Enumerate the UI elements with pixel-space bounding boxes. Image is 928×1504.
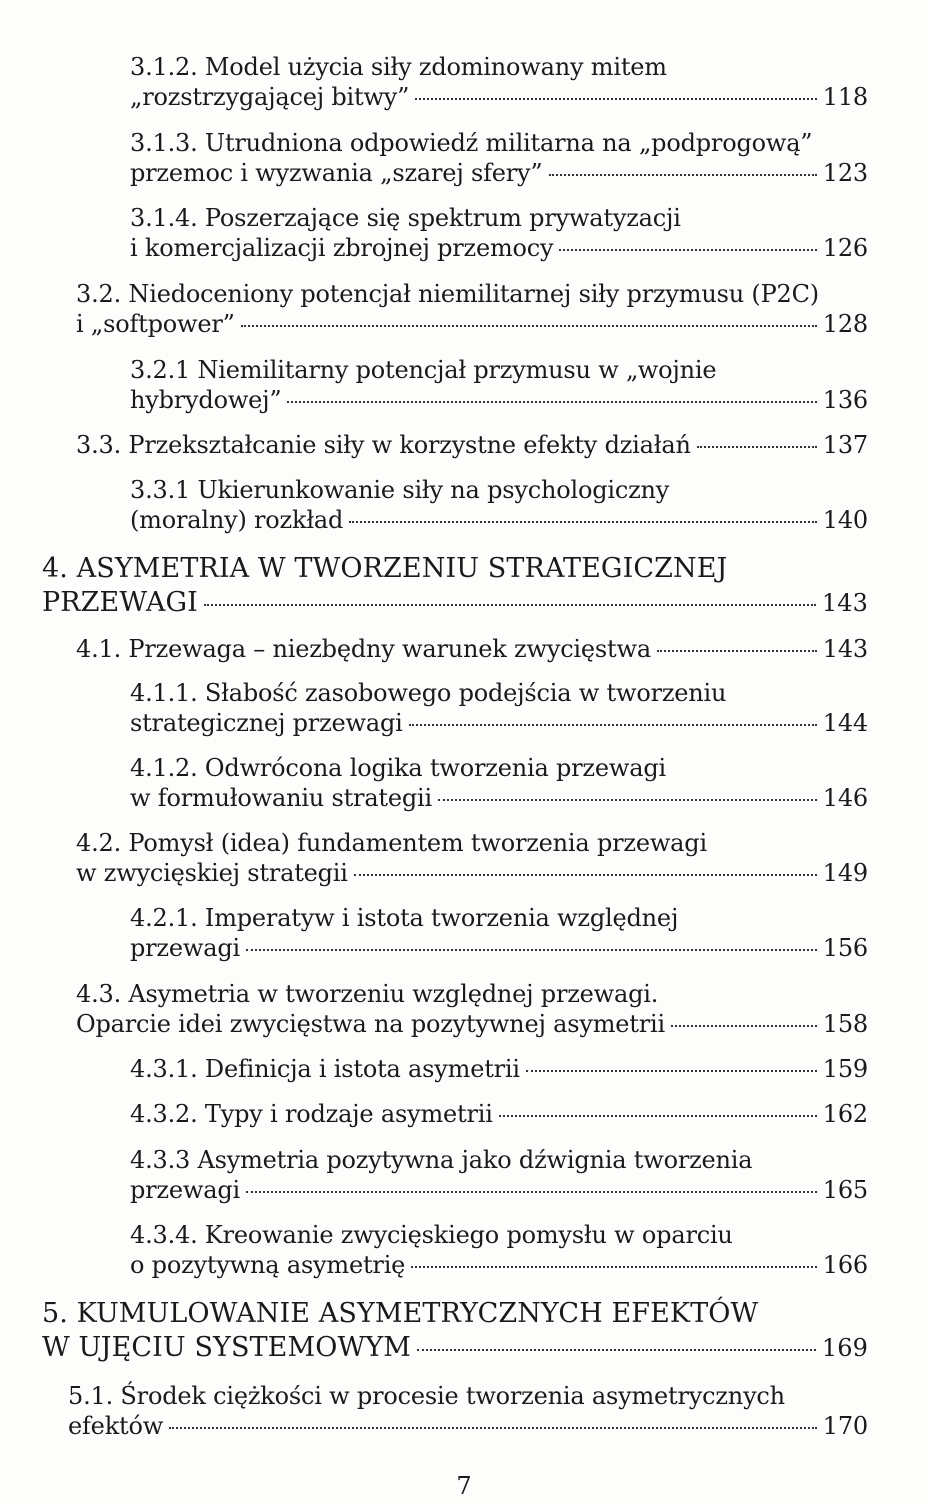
dot-leader [409, 724, 817, 726]
dot-leader [415, 98, 817, 100]
toc-entry-4-3 [76, 979, 868, 1039]
toc-chapter-title: 4. ASYMETRIA W TWORZENIU STRATEGICZNEJ [42, 553, 728, 584]
toc-page-number: 166 [822, 1251, 868, 1279]
toc-entry-3-1-3 [130, 128, 868, 188]
toc-entry-title: 4.3.4. Kreowanie zwycięskiego pomysłu w oparciu [130, 1221, 733, 1249]
dot-leader [559, 249, 816, 251]
toc-entry-title-end: hybrydowej” [130, 386, 282, 414]
toc-entry-chapter-5 [42, 1297, 868, 1365]
toc-page-number: 169 [821, 1334, 868, 1362]
toc-entry-5-1 [68, 1381, 868, 1441]
toc-entry-4-3-2 [130, 1099, 868, 1129]
toc-entry-4-2-1 [130, 903, 868, 963]
toc-entry-title-end: o pozytywną asymetrię [130, 1251, 406, 1279]
toc-entry-title-end: 4.3.1. Definicja i istota asymetrii [130, 1055, 520, 1083]
toc-entry-4-1-1 [130, 678, 868, 738]
toc-page-number: 146 [822, 784, 868, 812]
toc-entry-title: 4.3. Asymetria w tworzeniu względnej przewagi. [76, 980, 659, 1008]
toc-entry-title: 3.3.1 Ukierunkowanie siły na psychologiczny [130, 476, 670, 504]
toc-entry-3-3-1 [130, 475, 868, 535]
toc-entry-title: 4.2.1. Imperatyw i istota tworzenia względnej [130, 904, 679, 932]
toc-entry-title: 3.2. Niedoceniony potencjał niemilitarnej siły przymusu (P2C) [76, 280, 819, 308]
dot-leader [526, 1070, 817, 1072]
toc-entry-4-1-2 [130, 753, 868, 813]
toc-entry-title-end: 4.1. Przewaga – niezbędny warunek zwycięstwa [76, 635, 651, 663]
toc-entry-title-end: w zwycięskiej strategii [76, 859, 348, 887]
toc-entry-title: 3.1.4. Poszerzające się spektrum prywatyzacji [130, 204, 681, 232]
toc-chapter-title-end: PRZEWAGI [42, 587, 198, 618]
dot-leader [349, 521, 817, 523]
toc-entry-title-end: „rozstrzygającej bitwy” [130, 83, 410, 111]
dot-leader [246, 949, 817, 951]
toc-entry-4-3-3 [130, 1145, 868, 1205]
page-number: 7 [456, 1472, 472, 1500]
toc-page-number: 143 [822, 635, 868, 663]
toc-page-number: 123 [822, 159, 868, 187]
dot-leader [411, 1266, 817, 1268]
toc-entry-4-2 [76, 828, 868, 888]
toc-entry-title: 4.2. Pomysł (idea) fundamentem tworzenia przewagi [76, 829, 707, 857]
toc-page-number: 137 [822, 431, 868, 459]
toc-page-number: 128 [822, 310, 868, 338]
toc-entry-title: 5.1. Środek ciężkości w procesie tworzenia asymetrycznych [68, 1382, 785, 1410]
toc-entry-3-2 [76, 279, 868, 339]
toc-entry-title: 3.2.1 Niemilitarny potencjał przymusu w „wojnie [130, 356, 717, 384]
dot-leader [671, 1025, 817, 1027]
toc-chapter-title-end: W UJĘCIU SYSTEMOWYM [42, 1332, 411, 1363]
toc-entry-title: 3.1.3. Utrudniona odpowiedź militarna na „podprogową” [130, 129, 813, 157]
toc-entry-3-1-2 [130, 52, 868, 112]
toc-page-number: 149 [822, 859, 868, 887]
toc-page-number: 136 [822, 386, 868, 414]
dot-leader [657, 650, 817, 652]
toc-entry-title: 4.3.3 Asymetria pozytywna jako dźwignia tworzenia [130, 1146, 753, 1174]
toc-entry-title-end: i „softpower” [76, 310, 235, 338]
dot-leader [246, 1191, 817, 1193]
toc-entry-title-end: przewagi [130, 934, 240, 962]
toc-page-number: 143 [821, 589, 868, 617]
toc-entry-title: 4.1.2. Odwrócona logika tworzenia przewagi [130, 754, 666, 782]
dot-leader [438, 799, 817, 801]
dot-leader [417, 1349, 816, 1351]
toc-entry-4-3-1 [130, 1054, 868, 1084]
toc-page-number: 126 [822, 234, 868, 262]
toc-page-number: 158 [822, 1010, 868, 1038]
toc-entry-title: 3.1.2. Model użycia siły zdominowany mitem [130, 53, 667, 81]
toc-entry-title-end: strategicznej przewagi [130, 709, 403, 737]
dot-leader [287, 401, 816, 403]
toc-entry-title: 4.1.1. Słabość zasobowego podejścia w tworzeniu [130, 679, 727, 707]
toc-entry-3-2-1 [130, 355, 868, 415]
toc-entry-title-end: efektów [68, 1412, 164, 1440]
toc-entry-title-end: 4.3.2. Typy i rodzaje asymetrii [130, 1100, 493, 1128]
dot-leader [697, 446, 817, 448]
toc-entry-title-end: przewagi [130, 1176, 240, 1204]
toc-entry-4-1 [76, 634, 868, 664]
toc-entry-title-end: przemoc i wyzwania „szarej sfery” [130, 159, 543, 187]
toc-entry-3-1-4 [130, 203, 868, 263]
toc-entry-4-3-4 [130, 1220, 868, 1280]
toc-entry-title-end: w formułowaniu strategii [130, 784, 432, 812]
dot-leader [169, 1427, 817, 1429]
dot-leader [499, 1115, 817, 1117]
toc-page-number: 170 [822, 1412, 868, 1440]
toc-page-number: 144 [822, 709, 868, 737]
dot-leader [204, 604, 816, 606]
toc-entry-title-end: (moralny) rozkład [130, 506, 344, 534]
toc-page-number: 162 [822, 1100, 868, 1128]
toc-entry-title-end: i komercjalizacji zbrojnej przemocy [130, 234, 554, 262]
toc-entry-3-3 [76, 430, 868, 460]
dot-leader [354, 874, 817, 876]
toc-entry-title-end: Oparcie idei zwycięstwa na pozytywnej asymetrii [76, 1010, 665, 1038]
toc-page-number: 165 [822, 1176, 868, 1204]
dot-leader [549, 174, 817, 176]
dot-leader [241, 325, 817, 327]
toc-entry-chapter-4 [42, 552, 868, 620]
toc-page-number: 159 [822, 1055, 868, 1083]
toc-entry-title-end: 3.3. Przekształcanie siły w korzystne efekty działań [76, 431, 691, 459]
toc-page-number: 118 [822, 83, 868, 111]
toc-page-number: 156 [822, 934, 868, 962]
toc-page-number: 140 [822, 506, 868, 534]
toc-chapter-title: 5. KUMULOWANIE ASYMETRYCZNYCH EFEKTÓW [42, 1298, 759, 1329]
